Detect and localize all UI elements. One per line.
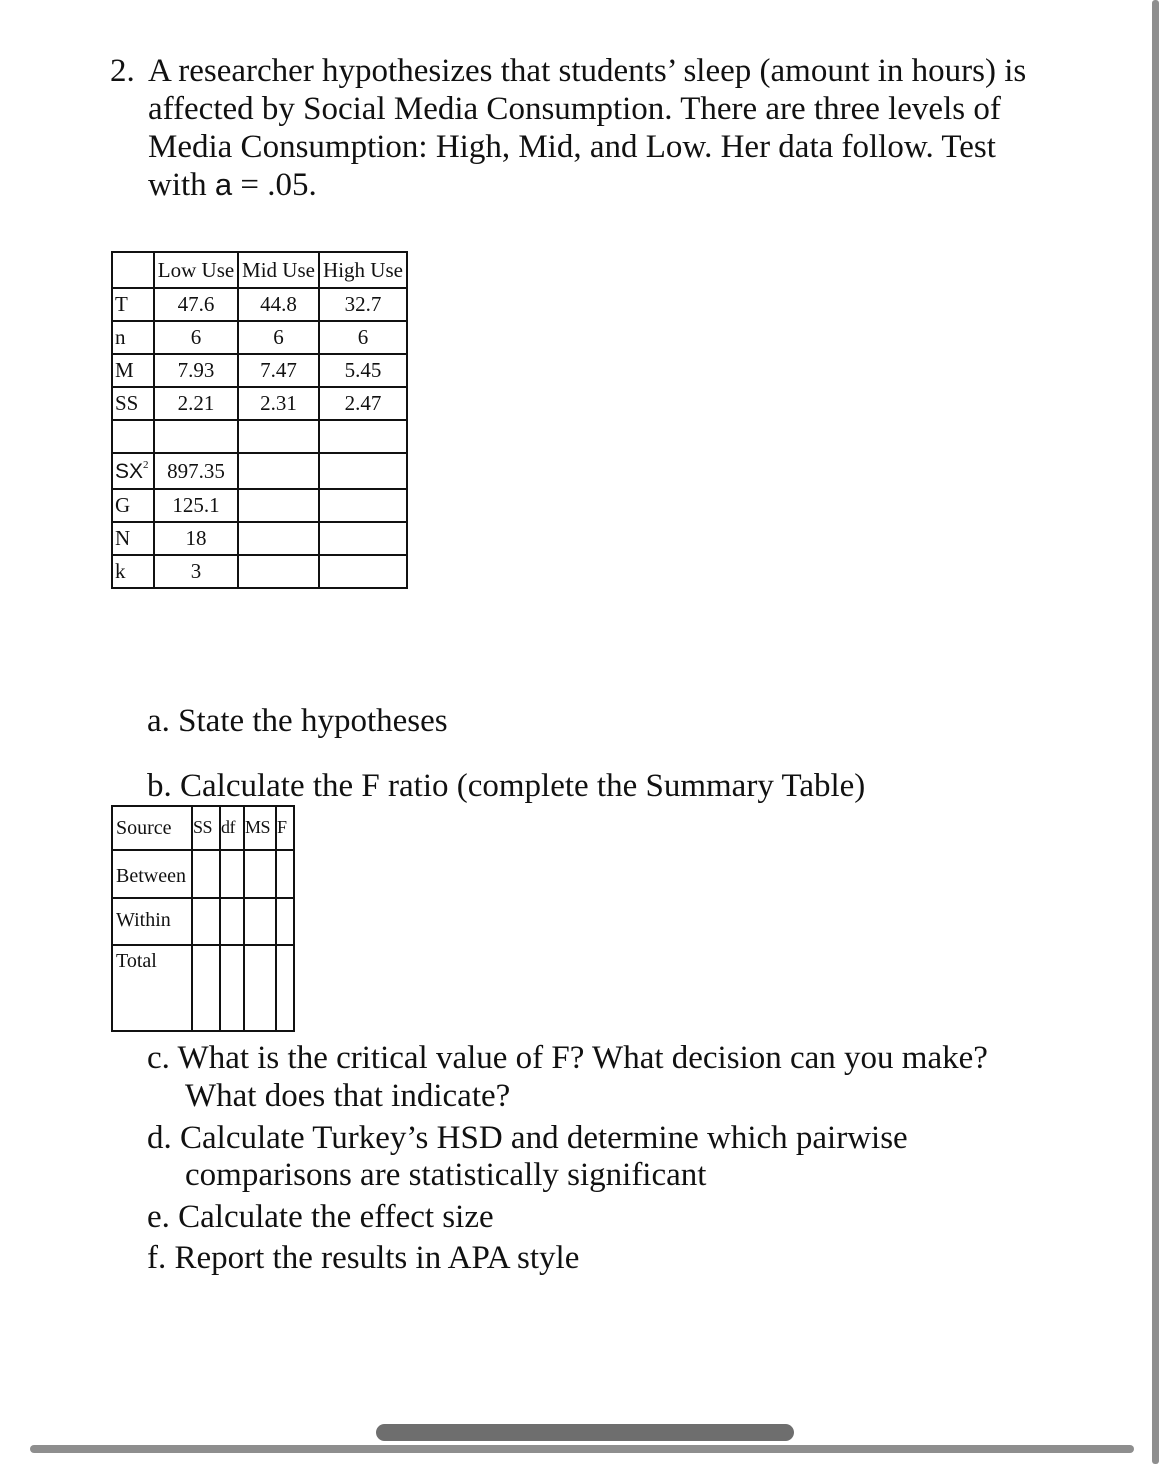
table-cell [244, 850, 276, 898]
row-label: N [112, 522, 154, 555]
table-cell [244, 898, 276, 945]
row-label: G [112, 489, 154, 522]
table-cell [220, 850, 244, 898]
row-m [112, 354, 407, 387]
data-table [111, 251, 408, 589]
table-cell: 18 [154, 522, 238, 555]
row-label [112, 453, 154, 489]
header-ss: SS [192, 806, 220, 850]
table-cell [244, 945, 276, 1031]
table-cell: 7.47 [238, 354, 319, 387]
table-cell: 125.1 [154, 489, 238, 522]
table-cell: 44.8 [238, 288, 319, 321]
table-cell [192, 850, 220, 898]
summary-row-between [112, 850, 294, 898]
header-source: Source [112, 806, 192, 850]
table-cell [220, 898, 244, 945]
part-e: e. Calculate the effect size [147, 1199, 494, 1235]
question-text [148, 52, 1068, 204]
row-sx2 [112, 453, 407, 489]
table-cell: 6 [238, 321, 319, 354]
row-label: k [112, 555, 154, 588]
data-table-header-row [112, 252, 407, 288]
row-label-between: Between [112, 850, 192, 898]
table-cell: 3 [154, 555, 238, 588]
table-cell [112, 420, 154, 453]
header-f: F [276, 806, 294, 850]
row-t [112, 288, 407, 321]
part-c-line-2: What does that indicate? [185, 1078, 511, 1114]
table-cell: 2.47 [319, 387, 407, 420]
table-cell: 32.7 [319, 288, 407, 321]
data-table-corner-cell [112, 252, 154, 288]
header-df: df [220, 806, 244, 850]
table-cell [238, 489, 319, 522]
row-label-total: Total [112, 945, 192, 1031]
row-label: n [112, 321, 154, 354]
question-line-3: Media Consumption: High, Mid, and Low. Her data follow. Test [148, 129, 996, 165]
table-cell [319, 522, 407, 555]
table-cell [192, 898, 220, 945]
row-label-within: Within [112, 898, 192, 945]
header-low-use: Low Use [154, 252, 238, 288]
question-line-4-post: = .05. [232, 167, 317, 203]
part-a: a. State the hypotheses [147, 703, 448, 739]
scroll-thumb[interactable] [376, 1424, 794, 1441]
table-cell: 897.35 [154, 453, 238, 489]
table-cell [238, 555, 319, 588]
summary-row-within [112, 898, 294, 945]
summary-row-total [112, 945, 294, 1031]
row-k [112, 555, 407, 588]
table-cell [276, 850, 294, 898]
sx-label: SX [115, 459, 144, 483]
table-cell [319, 555, 407, 588]
part-d-line-2: comparisons are statistically significant [185, 1157, 707, 1193]
table-cell: 6 [154, 321, 238, 354]
row-ss [112, 387, 407, 420]
summary-header-row [112, 806, 294, 850]
table-cell: 5.45 [319, 354, 407, 387]
table-cell [238, 420, 319, 453]
alpha-symbol: a [214, 167, 233, 202]
table-cell [319, 489, 407, 522]
table-cell: 7.93 [154, 354, 238, 387]
table-cell [220, 945, 244, 1031]
table-cell: 47.6 [154, 288, 238, 321]
table-cell: 6 [319, 321, 407, 354]
part-f: f. Report the results in APA style [147, 1240, 580, 1276]
row-label: T [112, 288, 154, 321]
header-ms: MS [244, 806, 276, 850]
part-b: b. Calculate the F ratio (complete the Summary Table) [147, 768, 866, 804]
table-cell [319, 453, 407, 489]
question-line-4-pre: with [148, 167, 215, 203]
row-blank [112, 420, 407, 453]
row-label: SS [112, 387, 154, 420]
table-cell [276, 945, 294, 1031]
question-line-1: A researcher hypothesizes that students’ sleep (amount in hours) is [148, 53, 1027, 89]
question-line-2: affected by Social Media Consumption. There are three levels of [148, 91, 1001, 127]
header-high-use: High Use [319, 252, 407, 288]
part-c-line-1: c. What is the critical value of F? What decision can you make? [147, 1040, 988, 1076]
sx-superscript: 2 [143, 458, 149, 471]
row-n [112, 321, 407, 354]
table-cell [319, 420, 407, 453]
table-cell [276, 898, 294, 945]
row-big-n [112, 522, 407, 555]
table-cell [154, 420, 238, 453]
vertical-scrollbar[interactable] [1152, 0, 1159, 1464]
table-cell: 2.21 [154, 387, 238, 420]
table-cell [192, 945, 220, 1031]
part-d-line-1: d. Calculate Turkey’s HSD and determine which pairwise [147, 1120, 908, 1156]
question-number: 2. [110, 53, 135, 89]
table-cell [238, 522, 319, 555]
question-line-4 [148, 166, 1068, 204]
row-g [112, 489, 407, 522]
table-cell: 2.31 [238, 387, 319, 420]
row-label: M [112, 354, 154, 387]
table-cell [238, 453, 319, 489]
header-mid-use: Mid Use [238, 252, 319, 288]
summary-table [111, 805, 295, 1032]
horizontal-scrollbar-track[interactable] [30, 1445, 1134, 1453]
